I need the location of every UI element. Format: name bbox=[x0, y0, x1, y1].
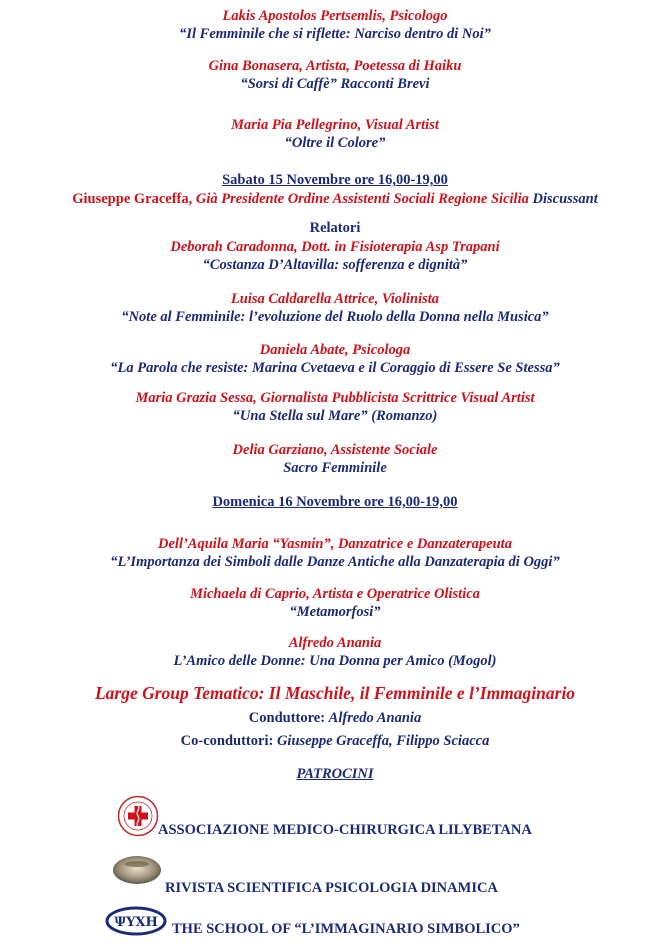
speaker-name: Delia Garziano, Assistente Sociale bbox=[232, 442, 438, 458]
discussant-name: Giuseppe Graceffa, bbox=[72, 191, 196, 207]
speaker-name: Maria Pia Pellegrino, Visual Artist bbox=[231, 117, 439, 133]
speaker-name: Daniela Abate, Psicologa bbox=[259, 342, 411, 358]
speaker-name: Lakis Apostolos Pertsemlis, Psicologo bbox=[222, 8, 448, 24]
conduttore-label: Conduttore: bbox=[248, 710, 329, 726]
school-logo bbox=[105, 906, 167, 936]
speaker-name: Michaela di Caprio, Artista e Operatrice Olistica bbox=[190, 586, 480, 602]
talk-title: “Oltre il Colore” bbox=[284, 135, 386, 151]
talk-title: “Metamorfosi” bbox=[289, 604, 381, 620]
saturday-heading: Sabato 15 Novembre ore 16,00-19,00 bbox=[222, 172, 448, 188]
coconduttori-name: Filippo Sciacca bbox=[396, 733, 490, 749]
organization-name: ASSOCIAZIONE MEDICO-CHIRURGICA LILYBETANA bbox=[158, 822, 532, 838]
conduttore-line bbox=[0, 709, 670, 727]
sunday-heading: Domenica 16 Novembre ore 16,00-19,00 bbox=[212, 494, 458, 510]
organization-name: RIVISTA SCIENTIFICA PSICOLOGIA DINAMICA bbox=[165, 880, 498, 896]
coconduttori-separator: , bbox=[389, 733, 397, 749]
talk-title bbox=[0, 75, 670, 93]
talk-title-rest: (Romanzo) bbox=[367, 408, 438, 424]
talk-title: L’Amico delle Donne: Una Donna per Amico (Mogol) bbox=[173, 653, 497, 669]
conduttore-name: Alfredo Anania bbox=[328, 710, 422, 726]
school-logo-text: ΨΥΧΗ bbox=[114, 915, 158, 930]
coconduttori-label: Co-conduttori: bbox=[180, 733, 277, 749]
speaker-name: Deborah Caradonna, Dott. in Fisioterapia Asp Trapani bbox=[170, 239, 500, 255]
large-group-title: Large Group Tematico: Il Maschile, il Femminile e l’Immaginario bbox=[94, 683, 576, 703]
speaker-name: Dell’Aquila Maria “Yasmin”, Danzatrice e Danzaterapeuta bbox=[158, 536, 512, 552]
speaker-name: Alfredo Anania bbox=[288, 635, 382, 651]
speaker-name: Maria Grazia Sessa, Giornalista Pubblicista Scrittrice Visual Artist bbox=[135, 390, 535, 406]
journal-logo bbox=[112, 855, 162, 885]
relatori-heading: Relatori bbox=[309, 220, 361, 236]
medical-association-logo bbox=[117, 795, 159, 837]
talk-title: “Il Femminile che si riflette: Narciso dentro di Noi” bbox=[179, 26, 491, 42]
discussant-role: Già Presidente Ordine Assistenti Sociali Regione Sicilia bbox=[195, 191, 529, 207]
talk-title-rest: Racconti Brevi bbox=[336, 76, 430, 92]
coconduttori-name: Giuseppe Graceffa bbox=[276, 733, 390, 749]
discussant-label: Discussant bbox=[528, 191, 598, 207]
talk-title bbox=[0, 407, 670, 425]
talk-title-quote: “Sorsi di Caffè” bbox=[240, 76, 337, 92]
coconduttori-line bbox=[0, 732, 670, 750]
speaker-name: Luisa Caldarella Attrice, Violinista bbox=[230, 291, 440, 307]
talk-title-quote: “Una Stella sul Mare” bbox=[232, 408, 368, 424]
talk-title: “Costanza D’Altavilla: sofferenza e dignità” bbox=[202, 257, 468, 273]
talk-title: Sacro Femminile bbox=[283, 460, 387, 476]
patrocini-heading: PATROCINI bbox=[296, 766, 374, 782]
talk-title: “L’Importanza dei Simboli dalle Danze Antiche alla Danzaterapia di Oggi” bbox=[110, 554, 560, 570]
organization-name: THE SCHOOL OF “L’IMMAGINARIO SIMBOLICO” bbox=[172, 921, 520, 937]
speaker-name: Gina Bonasera, Artista, Poetessa di Haiku bbox=[208, 58, 462, 74]
discussant-line bbox=[0, 190, 670, 208]
talk-title: “La Parola che resiste: Marina Cvetaeva e il Coraggio di Essere Se Stessa” bbox=[110, 360, 560, 376]
talk-title: “Note al Femminile: l’evoluzione del Ruolo della Donna nella Musica” bbox=[121, 309, 549, 325]
